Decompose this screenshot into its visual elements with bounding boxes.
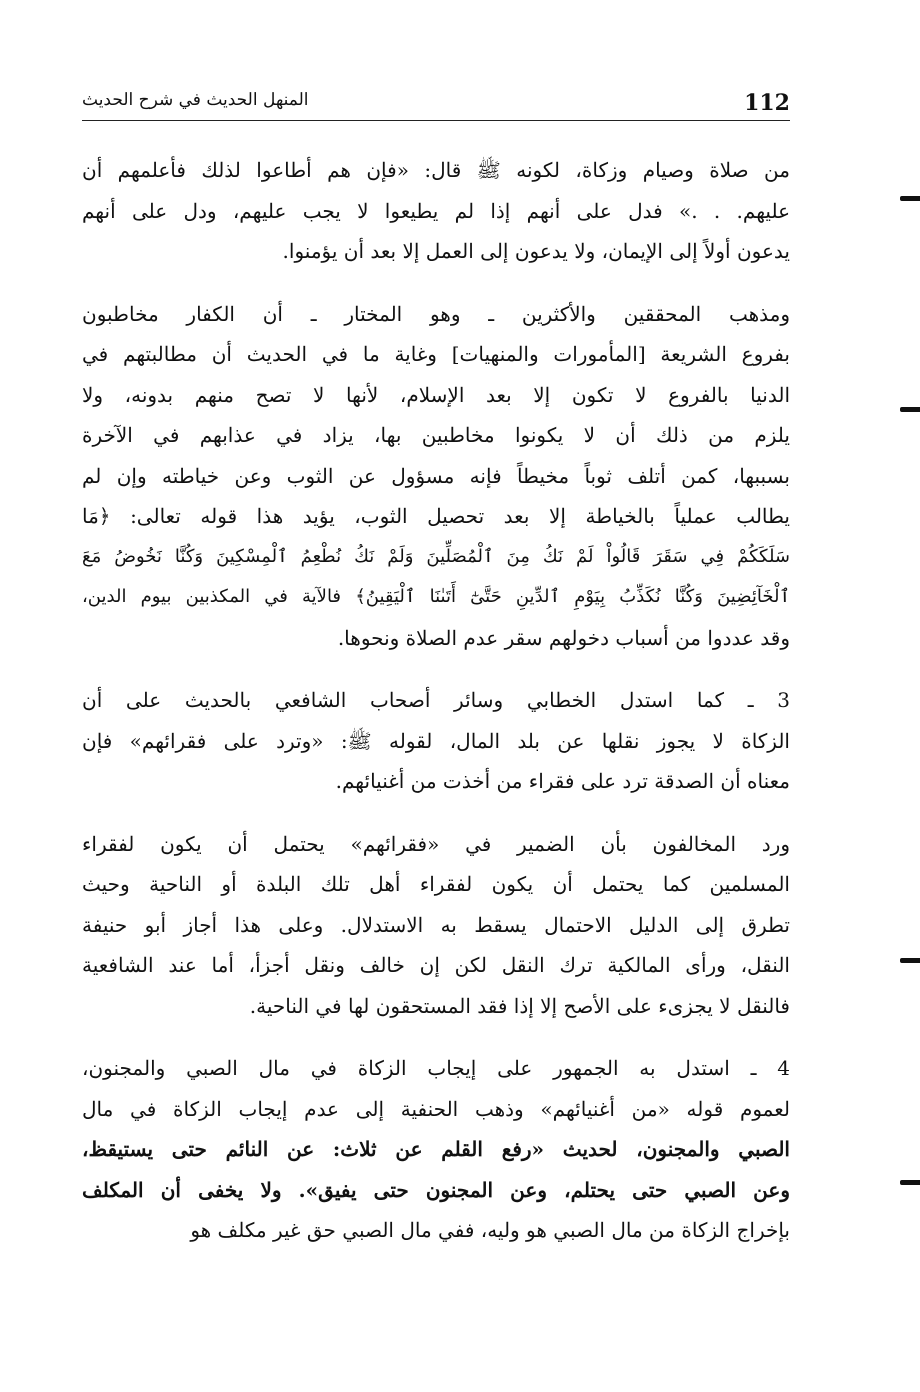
text-line: يطالب عملياً بالخياطة إلا بعد تحصيل الثوب، يؤيد هذا قوله تعالى: ﴿مَا xyxy=(82,504,790,528)
text-line: 4 ـ استدل به الجمهور على إيجاب الزكاة في مال الصبي والمجنون، xyxy=(82,1056,790,1080)
text-line: ومذهب المحققين والأكثرين ـ وهو المختار ـ أن الكفار مخاطبون xyxy=(82,301,790,326)
hadith-quote-line: وعن الصبي حتى يحتلم، وعن المجنون حتى يفيق». ولا يخفى أن المكلف xyxy=(82,1177,790,1202)
text-line: من صلاة وصيام وزكاة، لكونه ﷺ قال: «فإن هم أطاعوا لذلك فأعلمهم أن xyxy=(82,158,790,182)
hadith-quote-line: الصبي والمجنون، لحديث «رفع القلم عن ثلاث: عن النائم حتى يستيقظ، xyxy=(82,1137,790,1161)
text-line: فالنقل لا يجزىء على الأصح إلا إذا فقد المستحقون لها في الناحية. xyxy=(249,993,790,1018)
paragraph-1 xyxy=(82,150,790,272)
text-line: تطرق إلى الدليل الاحتمال يسقط به الاستدلال. وعلى هذا أجاز أبو حنيفة xyxy=(82,912,790,937)
quran-verse-line: سَلَكَكُمْ فِي سَقَرَ قَالُواْ لَمْ نَكُ مِنَ ٱلْمُصَلِّينَ وَلَمْ نَكُ نُطْعِمُ ٱلْمِسْكِينَ وَكُنَّا نَخُوضُ مَعَ xyxy=(82,545,790,567)
text-line: يلزم من ذلك أن لا يكونوا مخاطبين بها، يزاد في عذابهم في الآخرة xyxy=(82,423,790,447)
paragraph-5 xyxy=(82,1048,790,1251)
page-body xyxy=(82,150,790,1273)
text-line: عليهم. . .» فدل على أنهم إذا لم يطيعوا لا يجب عليهم، ودل على أنهم xyxy=(82,198,790,223)
scan-margin-mark xyxy=(900,1180,920,1185)
running-title: المنهل الحديث في شرح الحديث xyxy=(82,90,309,110)
text-line: بفروع الشريعة [المأمورات والمنهيات] وغاية ما في الحديث أن مطالبتهم في xyxy=(82,342,790,366)
text-line: الزكاة لا يجوز نقلها عن بلد المال، لقوله ﷺ: «وترد على فقرائهم» فإن xyxy=(82,728,790,753)
text-line: بسببها، كمن أتلف ثوباً مخيطاً فإنه مسؤول عن الثوب وعن خياطته وإن لم xyxy=(82,463,790,488)
paragraph-4 xyxy=(82,824,790,1027)
text-line: الدنيا بالفروع لا تكون إلا بعد الإسلام، لأنها لا تصح منهم بدونه، ولا xyxy=(82,382,790,407)
text-line: 3 ـ كما استدل الخطابي وسائر أصحاب الشافعي بالحديث على أن xyxy=(82,688,790,712)
text-line: النقل، ورأى المالكية ترك النقل لكن إن خالف ونقل أجزأ، أما عند الشافعية xyxy=(82,953,790,977)
text-line: المسلمين كما يحتمل أن يكون لفقراء أهل تلك البلدة أو الناحية وحيث xyxy=(82,872,790,896)
scan-margin-mark xyxy=(900,407,920,412)
page-number: 112 xyxy=(744,90,790,116)
text-line: ورد المخالفون بأن الضمير في «فقرائهم» يحتمل أن يكون لفقراء xyxy=(82,831,790,856)
quran-verse-line: ٱلْخَآئِضِينَ وَكُنَّا نُكَذِّبُ بِيَوْمِ ٱلدِّينِ حَتَّىٰٓ أَتَىٰنَا ٱلْيَقِينُ﴾ فالآية في المكذبين بيوم الدين، xyxy=(82,586,790,607)
scan-margin-mark xyxy=(900,958,920,963)
text-line: بإخراج الزكاة من مال الصبي هو وليه، ففي مال الصبي حق غير مكلف هو xyxy=(190,1218,790,1242)
paragraph-3 xyxy=(82,680,790,802)
paragraph-2 xyxy=(82,294,790,659)
text-line: وقد عددوا من أسباب دخولهم سقر عدم الصلاة ونحوها. xyxy=(337,625,790,650)
running-header xyxy=(82,86,790,121)
text-line: معناه أن الصدقة ترد على فقراء من أخذت من أغنيائهم. xyxy=(335,769,790,793)
text-line: لعموم قوله «من أغنيائهم» وذهب الحنفية إلى عدم إيجاب الزكاة في مال xyxy=(82,1096,790,1121)
text-line: يدعون أولاً إلى الإيمان، ولا يدعون إلى العمل إلا بعد أن يؤمنوا. xyxy=(282,239,790,263)
scan-margin-mark xyxy=(900,196,920,201)
